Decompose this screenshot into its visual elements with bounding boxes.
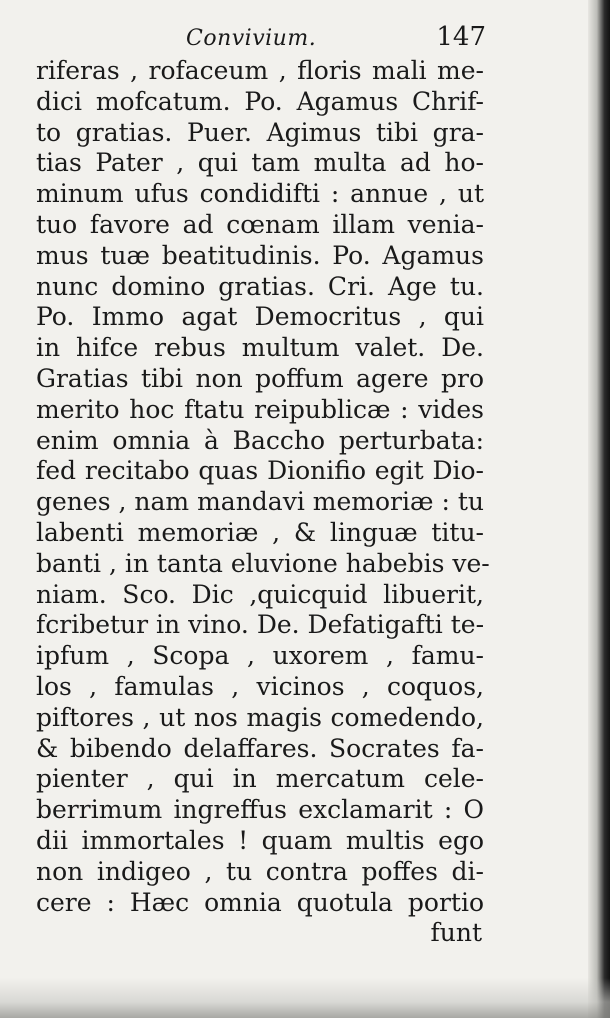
text-line: non indigeo , tu contra poffes di- bbox=[36, 856, 484, 886]
text-line: in hifce rebus multum valet. De. bbox=[36, 333, 484, 363]
text-line: to gratias. Puer. Agimus tibi gra- bbox=[36, 117, 484, 147]
page-number: 147 bbox=[436, 22, 486, 52]
text-body bbox=[36, 56, 490, 949]
catchword: funt bbox=[430, 918, 482, 948]
page-bottom-shadow bbox=[0, 978, 610, 1018]
text-line: cere : Hæc omnia quotula portio bbox=[36, 887, 484, 917]
text-line: enim omnia à Baccho perturbata: bbox=[36, 425, 484, 455]
text-line: fed recitabo quas Dionifio egit Dio- bbox=[36, 456, 484, 486]
text-line: & bibendo delaffares. Socrates fa- bbox=[36, 733, 484, 763]
text-line: mus tuæ beatitudinis. Po. Agamus bbox=[36, 240, 484, 270]
text-line: tuo favore ad cœnam illam venia- bbox=[36, 209, 484, 239]
text-line: piftores , ut nos magis comedendo, bbox=[36, 702, 484, 732]
text-line: los , famulas , vicinos , coquos, bbox=[36, 671, 484, 701]
text-line: merito hoc ftatu reipublicæ : vides bbox=[36, 394, 484, 424]
text-line: niam. Sco. Dic ,quicquid libuerit, bbox=[36, 579, 484, 609]
text-line: pienter , qui in mercatum cele- bbox=[36, 764, 484, 794]
page-header bbox=[36, 22, 486, 56]
text-line: ipfum , Scopa , uxorem , famu- bbox=[36, 641, 484, 671]
page-edge-shadow bbox=[588, 0, 610, 1018]
text-line: nunc domino gratias. Cri. Age tu. bbox=[36, 271, 484, 301]
text-line: Po. Immo agat Democritus , qui bbox=[36, 302, 484, 332]
text-line: minum ufus condidifti : annue , ut bbox=[36, 179, 484, 209]
running-title: Convivium. bbox=[186, 26, 317, 51]
text-line: dii immortales ! quam multis ego bbox=[36, 825, 484, 855]
text-line: riferas , rofaceum , floris mali me- bbox=[36, 56, 484, 85]
text-line: berrimum ingreffus exclamarit : O bbox=[36, 795, 484, 825]
text-line: tias Pater , qui tam multa ad ho- bbox=[36, 148, 484, 178]
text-line: dici mofcatum. Po. Agamus Chrif- bbox=[36, 86, 484, 116]
text-line: genes , nam mandavi memoriæ : tu bbox=[36, 487, 484, 517]
text-line: banti , in tanta eluvione habebis ve- bbox=[36, 548, 490, 578]
text-line: fcribetur in vino. De. Defatigafti te- bbox=[36, 610, 485, 640]
text-line: Gratias tibi non poffum agere pro bbox=[36, 363, 484, 393]
text-line: labenti memoriæ , & linguæ titu- bbox=[36, 517, 484, 547]
